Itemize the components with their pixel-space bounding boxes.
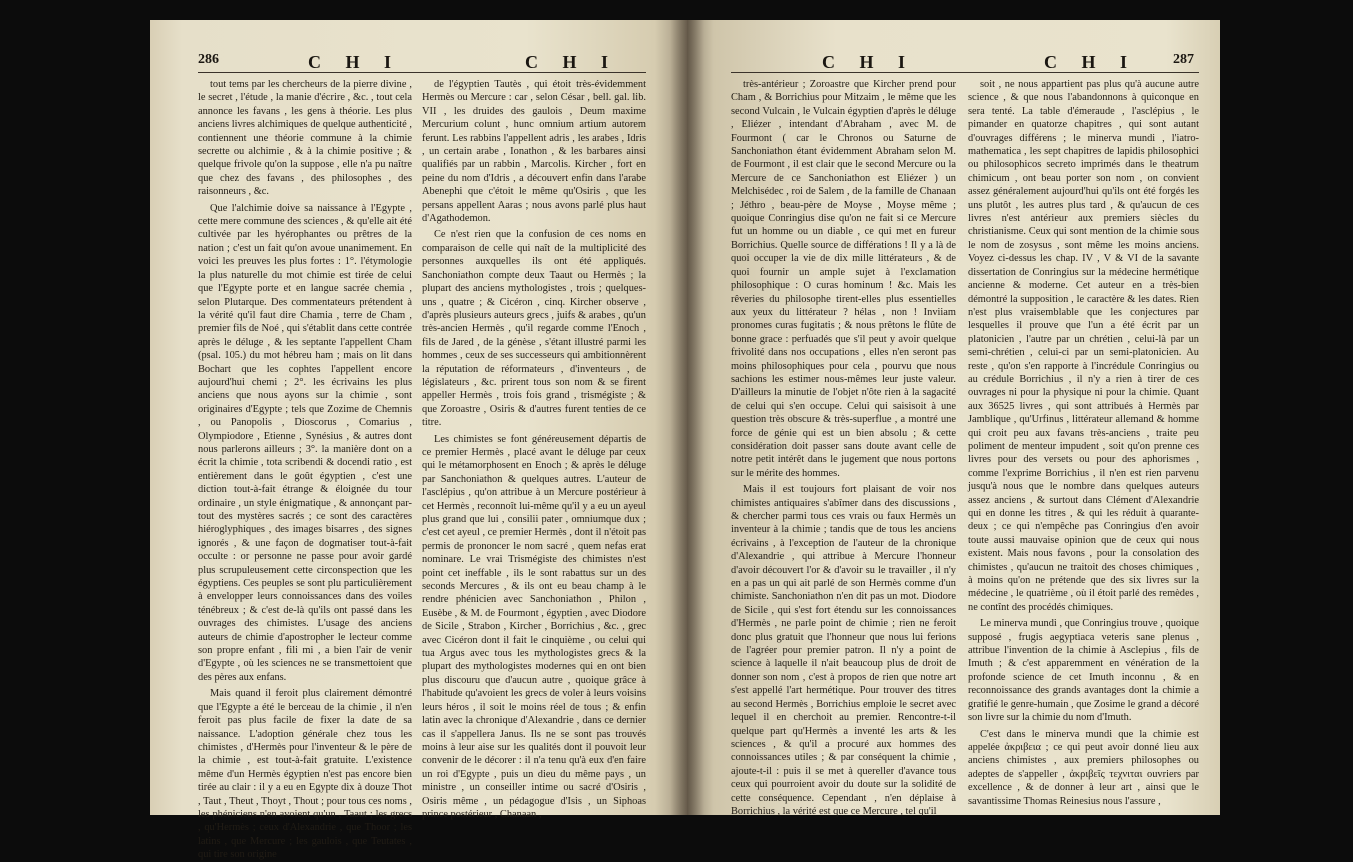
right-column-2 (968, 78, 1199, 806)
right-page (687, 20, 1220, 815)
left-page-number: 286 (198, 52, 219, 67)
paragraph: Mais quand il feroit plus clairement démontré que l'Egypte a été le berceau de la chimie , il n'en feroit pas plus facile de fixer la date de sa naissance. L'adoption générale chez tous les chimistes , d'Hermès pour l'inventeur & le père de la chimie , est tout-à-fait gratuite. L'existence même d'un Hermès égyptien n'est pas encore bien tirée au clair : il y a eu en Egypte dix à douze Thot , Taut , Theut , Thoyt , Thout ; pour tous ces noms , les phéniciens n'en avoient qu'un , Taaut ; les grecs , qu'Hermès ; ceux d'Alexandrie , que Thoor ; les latins , que Mercure ; les gaulois , que Teutates , qui tire son origine (198, 688, 412, 861)
paragraph: soit , ne nous appartient pas plus qu'à aucune autre science , & que nous l'abandonnons à quiconque en sera tenté. La table d'émeraude , l'asclépius , le pimander en quatorze chapitres , qui sont autant d'ouvrages différens ; le minerva mundi , l'iatro-mathematica , les sept chapitres de lapidis philosophici ou philosophicos secreto imprimés dans le theatrum chimicum , ont beau porter son nom , on convient assez généralement aujourd'hui qu'ils ont été forgés les uns plutôt , les autres plus tard , & qu'aucun de ces livres n'est antérieur aux premiers siècles du christianisme. Ceux qui sont mention de la chimie sous le nom de zosysus , sont même les moins anciens. Voyez ci-dessus les chap. IV , V & VI de la savante dissertation de Conringius sur la médecine hermétique ancienne & moderne. Cet auteur en a très-bien démontré la supposition , le caractère & les dates. Rien n'est plus vraisemblable que les conjectures par lesquelles il prouve que l'un a été écrit par un platonicien , l'autre par un chrétien , celui-là par un semi-chrétien , celui-ci par un semi-platonicien. Au reste , qu'on s'en rapporte à l'incrédule Conringius ou au crédule Borrichius , il n'y a rien à tirer de ces ouvrages ni pour la physique ni pour la chimie. Quant aux 36525 livres , qui sont attribués à Hermès par Jamblique , qu'Urfinus , littérateur allemand & homme qui croit peu aux favans très-anciens , traite peu poliment de menteur impudent , soit qu'on prenne ces livres pour des versets ou pour des aphorismes , comme l'exprime Borrichius , il n'en est rien parvenu jusqu'à nous que le nombre dans quelques auteurs assez anciens , & surtout dans Clément d'Alexandrie qui en donne les titres , & qui les réduit à quarante-deux ; ce qui n'empêche pas Conringius d'en avoir toute aussi mauvaise opinion que de ceux qui nous existent. Mais nous favons , pour la consolation des chimistes , qu'aucun ne traitoit des choses chimiques , à moins qu'on ne prétende que des six livres sur la médecine , le quatrième , où il étoit parlé des remèdes , ne contînt des procédés chimiques. (968, 79, 1199, 613)
left-column-1 (198, 78, 412, 861)
paragraph: Mais il est toujours fort plaisant de voir nos chimistes antiquaires s'abîmer dans des discussions , & chercher parmi tous ces vrais ou faux Hermès un inventeur à la chimie ; tandis que de tous les anciens écrivains , à l'exception de l'auteur de la chronique d'Alexandrie , qui attribue à Mercure l'honneur d'avoir découvert l'or & d'avoir su le travailler , il n'y en a pas un qui ait parlé de son Hermès comme d'un chimiste. Sanchoniathon n'en dit pas un mot. Diodore de Sicile , qui s'est fort étendu sur les connoissances d'Hermès , ne parle point de chimie ; rien ne feroit donc plus gratuit que l'honneur que nous lui ferions de l'agréer pour premier patron. Il n'y a point de science à laquelle il n'ait beaucoup plus de droit de donner son nom , c'est à propos de rien que notre art s'est appellé l'art hermétique. Pour trouver des titres au second Hermès , Borrichius emploie le secret avec lequel il en cherchoit au premier. Rencontre-t-il quelque part qu'Hermès a inventé les arts & les sciences , & qu'il a procuré aux hommes des connoissances utiles ; & par conséquent la chimie , ajoute-t-il : puis il se met à quereller d'avance tous ceux qui pourroient avoir du doute sur la solidité de cette conséquence. Cependant , n'en déplaise à Borrichius , la vérité est que ce Mercure , tel qu'il (731, 484, 956, 817)
left-running-title-2: C H I (525, 52, 619, 72)
book-spread (150, 20, 1220, 861)
paragraph: C'est dans le minerva mundi que la chimie est appelée ἀκριβεια ; ce qui peut avoir donné lieu aux anciens chimistes , aux premiers philosophes ou adeptes de s'appeller , ἀκριβεῖς τεχνιται ouvriers par excellence , & de donner à leur art , ainsi que le savantissime Thomas Reinesius nous l'assure , (968, 728, 1199, 807)
right-column-1 (731, 78, 956, 817)
paragraph: Le minerva mundi , que Conringius trouve , quoique supposé , frugis aegyptiaca veteris sane plenus , attribue l'invention de la chimie à Asclepius , fils de Imuth ; & c'est apparemment en vénération de la profonde science de cet Imuth inconnu , & en reconnoissance des grands avantages dont la chimie a gratifié le genre-humain , que Zosime le grand a décoré son livre sur la chimie du nom d'Imuth. (968, 618, 1199, 724)
left-running-title: C H I (308, 52, 402, 72)
paragraph: très-antérieur ; Zoroastre que Kircher prend pour Cham , & Borrichius pour Mitzaim , le même que les second Vulcain , le Vulcain égyptien d'après le déluge , Eliézer , intendant d'Abraham , avec M. de Fourmont ( car le Chronos ou Saturne de Sanchoniathon étant évidemment Abraham selon M. de Fourmont , il est clair que le second Mercure ou la Mercure de ce Sanchoniathon est Eliézer ) un Melchisédec , roi de Salem , de la famille de Chanaan ; Jéthro , beau-père de Moyse , Moyse même ; quoique Conringius dise qu'on ne fait si ce Mercure fut un homme ou un diable , ce qui met en fureur Borrichius. Quelle source de différations ! Il y a là de quoi occuper la vie de dix mille littérateurs , & de quoi fournir un ample sujet à l'exclamation philosophique : O curas hominum ! &c. Mais les rêveries du philosophe tirent-elles plus essentielles aux yeux du littérateur ? hélas , non ! Inviiam pronomes curas fugitatis ; & nous prêtons le flûte de bonne grace : perfuadés que s'il peut y avoir quelque frivolité dans nos occupations , elles n'en seront pas moins philosophiques pour cela , pourvu que nous sachions les estimer nous-mêmes leur juste valeur. D'ailleurs la minutie de l'objet n'ôte rien à la sagacité de celui qui s'en occupe. Celui qui saisisoit à une question très obscure & très-superflue , a montré une force de génie qui est un bien absolu ; & cette considération doit passer sans doute avant celle de notre petit intérêt dans le jugement que nous portons sur le mérite des hommes. (731, 79, 956, 479)
paragraph: Les chimistes se font généreusement départis de ce premier Hermès , placé avant le déluge par ceux qui le métamorphosent en Enoch ; & après le déluge par Sanchoniathon & quelques autres. L'auteur de l'asclépius , qu'on attribue à un Mercure postérieur à cet Hermès , reconnoît lui-même qu'il y a eu un ayeul plus grand que lui , consilii pater , omniumque dux ; c'est cet ayeul , ce premier Hermès , dont il n'étoit pas permis de prononcer le nom sacré , quem nefas erat nominare. Le vrai Trismégiste des chimistes n'est point cet ineffable , ils le sont rabattus sur un des seconds Mercures , & ils ont eu beau champ à le rendre phénicien avec Sanchoniathon , Philon , Eusèbe , & M. de Fourmont , égyptien , avec Diodore de Sicile , Strabon , Kircher , Borrichius , &c. , grec avec Cicéron dont il fait le cinquième , ou celui qui tua Argus avec tous les mythologistes grecs & la plupart des mythologistes modernes qui en ont bien plus discouru que d'aucun autre , quoique grâce à l'habitude qu'avoient les grecs de voler à leurs voisins leurs héros , il soit le moins réel de tous ; & enfin latin avec la chronique d'Alexandrie , dans ce dernier cas il s'appellera Janus. Ils ne se sont pas trouvés moins à leur aise sur les qualités dont il pouvoit leur convenir de le décorer : il n'a tenu qu'à eux d'en faire un roi d'Egypte , puis un dieu du même pays , un ministre , un conseiller intime ou sacré d'Osiris , Osiris même , un pédagogue d'Isis , un Siphoas prince postérieur , Chanaan , (422, 433, 646, 820)
paragraph: de l'égyptien Tautès , qui étoit très-évidemment Hermès ou Mercure : car , selon César , bell. gal. lib. VII , les druides des gaulois , Deum maxime Mercurium colunt , hunc omnium artium autorem ferunt. Les rabbins l'appellent adris , les arabes , Idris , un certain arabe , Ionathon , & les barbares ainsi qualifiés par un rabbin , Marcolis. Kircher , fort en peine du nom d'Idris , a découvert enfin dans l'arabe Abenephi que c'étoit le même qu'Osiris , que les persans appellent Aaras ; nous avons parlé plus haut d'Agathodemon. (422, 79, 646, 225)
right-page-number: 287 (1173, 52, 1194, 67)
paragraph: Ce n'est rien que la confusion de ces noms en comparaison de celle qui naît de la multiplicité des personnes auxquelles ils ont été appliqués. Sanchoniathon compte deux Taaut ou Hermès ; la plupart des anciens mythologistes , trois ; quelques-uns , quatre ; & Cicéron , cinq. Kircher observe , d'après plusieurs auteurs grecs , juifs & arabes , qu'un très-ancien Hermès , qu'il regarde comme l'Enoch , fils de Jared , de la génèse , s'étant illustré parmi les hommes , ceux de ses successeurs qui ambitionnèrent la réputation de réformateurs , d'inventeurs , de législateurs , &c. prirent tous son nom & se firent appeller Hermès , trois fois grand , trismégiste ; & que Zoroastre , Osiris & d'autres furent tenties de ce titre. (422, 229, 646, 429)
left-column-2 (422, 78, 646, 820)
left-page (150, 20, 687, 861)
right-running-title-2: C H I (1044, 52, 1138, 72)
paragraph: Que l'alchimie doive sa naissance à l'Egypte , cette mere commune des sciences , & qu'elle ait été cultivée par les hyérophantes ou prêtres de la nation ; c'est un fait qu'on avoue unanimement. En voici les preuves les plus fortes : 1°. l'étymologie la plus naturelle du mot chimie est tirée de celui que l'Egypte porte et en langue sacrée chemia , selon Plutarque. Des commentateurs prétendent à la vérité qu'il faut dire Chamia , terre de Cham , premier fils de Noé , qui s'établit dans cette contrée après le déluge , & les septante l'appellent Cham (psal. 105.) du mot hébreu ham ; mais on lit dans Bochart que les cophtes l'appellent encore aujourd'hui chemi ; 2°. les écrivains les plus anciens que nous ayons sur la chimie , sont originaires d'Egypte ; tels que Zozime de Chemnis , ou Panopolis , Dioscorus , Comarius , Olympiodore , Etienne , Synésius , & autres dont nous parlerons ailleurs ; 3°. la manière dont on a écrit la chimie , tota scribendi & docendi ratio , est entièrement dans le goût égyptien , c'est une diction tout-à-fait étrange & éloignée du tour ordinaire , un style énigmatique , & annonçant par-tout des mystères sacrés ; ce sont des caractères hiéroglyphiques , des images bisarres , des signes ignorés , & une façon de dogmatiser tout-à-fait occulte : or personne ne passe pour avoir gardé plus scrupuleusement cette circonspection que les égyptiens. Ces peuples se sont plu particulièrement à envelopper leurs connoissances dans des voiles ténébreux ; & c'est de-là qu'ils ont passé dans les ouvrages des chimistes. L'usage des anciens auteurs de chimie d'apostropher le lecteur comme son propre enfant , fili mi , a bien l'air de venir d'Egypte , où les sciences ne se transmettoient que des pères aux enfans. (198, 202, 412, 683)
paragraph: tout tems par les chercheurs de la pierre divine , le secret , l'étude , la manie d'écrire , &c. , tout cela annonce les favans , les gens à théorie. Les plus anciens livres alchimiques de quelque authenticité , contiennent une théorie commune à la chimie secrette ou alchimie , & à la chimie positive ; & quelque frivole qu'on la suppose , elle n'a pu naître que chez des favans , des philosophes , des raisonneurs , &c. (198, 79, 412, 198)
right-header-rule (731, 72, 1199, 73)
left-header-rule (198, 72, 646, 73)
right-running-title: C H I (822, 52, 916, 72)
